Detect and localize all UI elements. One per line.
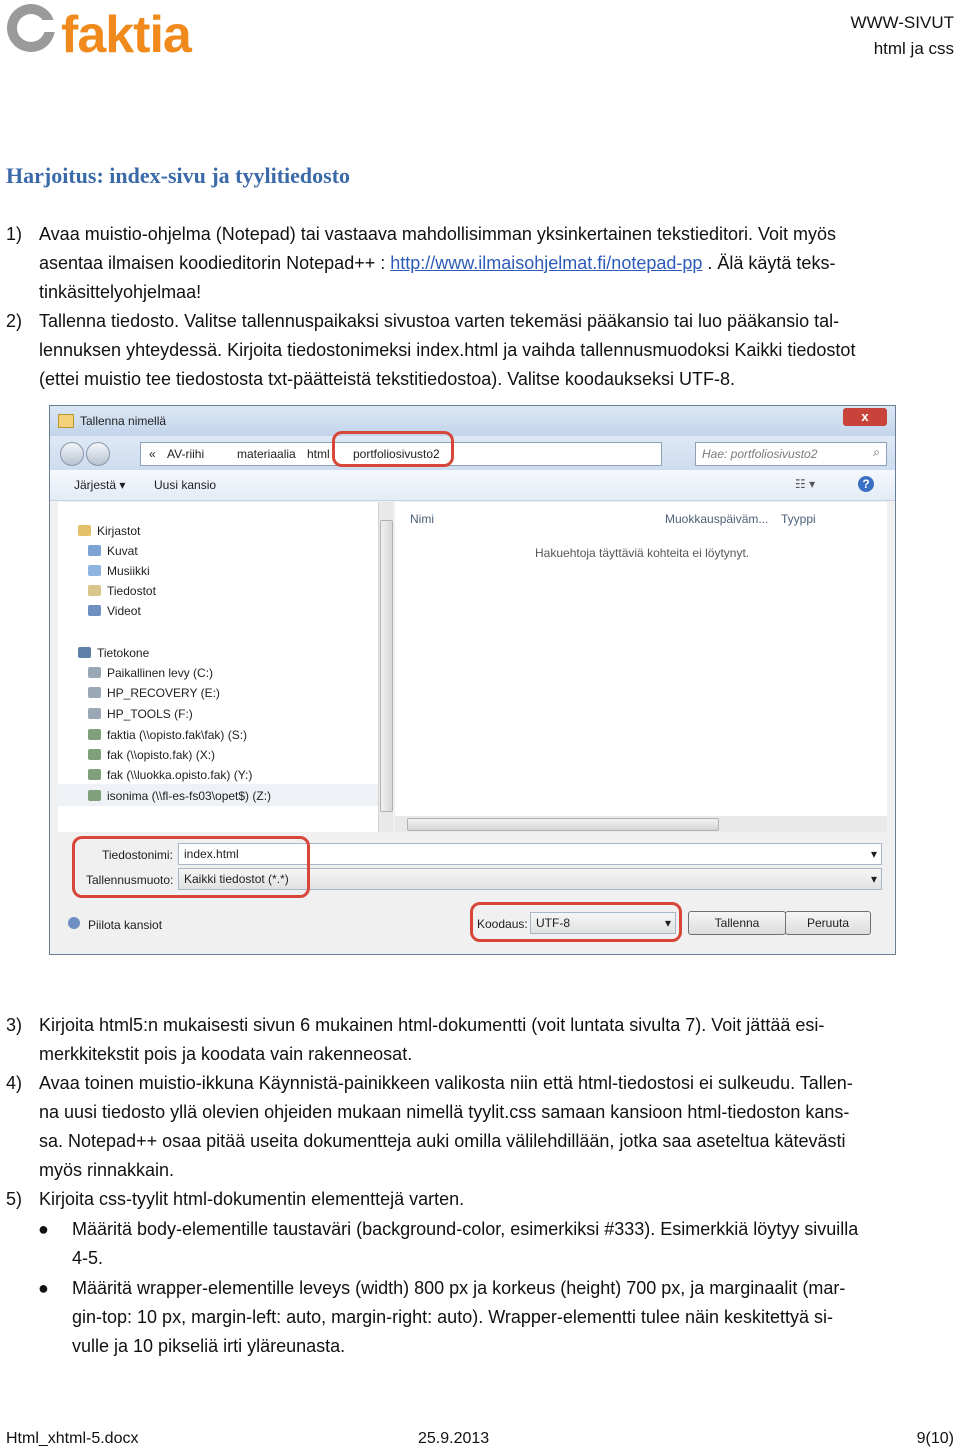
step-text-line: Kirjoita html5:n mukaisesti sivun 6 mukainen html-dokumentti (voit luntata sivulta 7). Voit jättää esi- [39, 1015, 825, 1035]
step-3 [0, 1011, 960, 1071]
dialog-toolbar [50, 470, 895, 501]
nav-label: Kirjastot [97, 524, 141, 538]
encoding-value: UTF-8 [536, 916, 570, 930]
highlight-encoding [470, 902, 682, 942]
nav-label: Musiikki [107, 564, 150, 578]
breadcrumb-item-current[interactable]: portfoliosivusto2 [353, 447, 440, 461]
notepad-icon [58, 414, 74, 428]
step-1 [0, 220, 960, 310]
view-options-icon[interactable]: ☷ ▾ [795, 477, 816, 491]
help-icon[interactable]: ? [858, 476, 874, 492]
step-text-line: tinkäsittelyohjelmaa! [39, 282, 202, 302]
nav-videos[interactable] [88, 604, 141, 618]
nav-scrollbar[interactable] [378, 502, 393, 832]
address-bar [50, 436, 895, 470]
step-number: 4) [6, 1073, 23, 1093]
filename-label: Tiedostonimi: [102, 848, 173, 862]
nav-label: Videot [107, 604, 141, 618]
nav-network-drive-selected[interactable] [58, 784, 378, 806]
bullet-text-line: vulle ja 10 pikseliä irti yläreunasta. [72, 1336, 346, 1356]
step-2 [0, 307, 960, 397]
save-as-dialog [49, 405, 896, 955]
breadcrumb-item[interactable]: AV-riihi [167, 447, 205, 461]
step-number: 2) [6, 311, 23, 331]
nav-drive[interactable] [88, 686, 220, 700]
step-text-line [39, 249, 919, 278]
step-text-line: sa. Notepad++ osaa pitää useita dokumentteja auki omilla välilehdillään, jotka saa aseteltua kätevästi [39, 1131, 846, 1151]
nav-libraries[interactable] [78, 524, 140, 538]
search-input[interactable] [695, 442, 887, 466]
cancel-button[interactable]: Peruuta [785, 911, 871, 935]
step-text-line: Tallenna tiedosto. Valitse tallennuspaikaksi sivustoa varten tekemäsi pääkansio tai luo pääkansio tal- [39, 311, 840, 331]
back-arrow-icon[interactable] [60, 442, 84, 466]
bullet-item [0, 1215, 960, 1275]
nav-label: faktia (\\opisto.fak\fak) (S:) [107, 728, 248, 742]
step-text-segment: . Älä käytä teks- [702, 253, 836, 273]
filetype-value: Kaikki tiedostot (*.*) [184, 872, 289, 886]
step-4 [0, 1069, 960, 1189]
nav-pictures[interactable] [88, 544, 138, 558]
bullet-item [0, 1274, 960, 1364]
dialog-titlebar [50, 406, 895, 436]
save-button[interactable]: Tallenna [688, 911, 786, 935]
step-text-line: Kirjoita css-tyylit html-dokumentin elementtejä varten. [39, 1189, 465, 1209]
nav-drive[interactable] [88, 666, 213, 680]
bullet-text-line: Määritä body-elementille taustaväri (background-color, esimerkiksi #333). Esimerkkiä löytyy sivuilla [72, 1219, 859, 1239]
dialog-title: Tallenna nimellä [80, 414, 167, 428]
network-drive-icon [88, 790, 101, 801]
document-header [850, 10, 954, 62]
collapse-icon[interactable] [68, 917, 80, 929]
empty-message: Hakuehtoja täyttäviä kohteita ei löytynyt. [535, 546, 750, 560]
nav-label: fak (\\luokka.opisto.fak) (Y:) [107, 768, 253, 782]
nav-computer[interactable] [78, 646, 149, 660]
step-number: 3) [6, 1015, 23, 1035]
step-number: 5) [6, 1189, 23, 1209]
nav-label: Tiedostot [107, 584, 156, 598]
music-icon [88, 565, 101, 576]
breadcrumb-item[interactable]: materiaalia [237, 447, 296, 461]
highlight-folder [332, 431, 454, 467]
step-number: 1) [6, 224, 23, 244]
nav-label: Tietokone [97, 646, 150, 660]
drive-icon [88, 708, 101, 719]
documents-icon [88, 585, 101, 596]
step-text-line: na uusi tiedosto yllä olevien ohjeiden mukaan nimellä tyylit.css samaan kansioon html-tiedoston kans- [39, 1102, 850, 1122]
encoding-label: Koodaus: [477, 917, 528, 931]
network-drive-icon [88, 769, 101, 780]
bullet-icon: ● [38, 1219, 49, 1239]
nav-label: HP_RECOVERY (E:) [107, 686, 220, 700]
nav-label: fak (\\opisto.fak) (X:) [107, 748, 216, 762]
chevron-down-icon[interactable]: ▾ [664, 916, 671, 930]
nav-documents[interactable] [88, 584, 156, 598]
header-subtitle: html ja css [873, 39, 954, 58]
footer-page-number: 9(10) [916, 1430, 954, 1447]
nav-network-drive[interactable] [88, 728, 247, 742]
computer-icon [78, 647, 91, 658]
filetype-label: Tallennusmuoto: [86, 873, 174, 887]
step-text-line: lennuksen yhteydessä. Kirjoita tiedostonimeksi index.html ja vaihda tallennusmuodoksi Kaikki tiedostot [39, 340, 856, 360]
pictures-icon [88, 545, 101, 556]
faktia-logo [3, 0, 225, 60]
notepad-pp-link[interactable]: http://www.ilmaisohjelmat.fi/notepad-pp [390, 253, 703, 273]
highlight-filename-type [72, 836, 310, 898]
logo-wordmark: faktia [61, 6, 191, 60]
search-placeholder: Hae: portfoliosivusto2 [702, 447, 818, 461]
network-drive-icon [88, 729, 101, 740]
scroll-thumb[interactable] [380, 520, 393, 812]
nav-label: Paikallinen levy (C:) [107, 666, 214, 680]
new-folder-button[interactable]: Uusi kansio [154, 478, 217, 492]
bullet-text-line: gin-top: 10 px, margin-left: auto, margin-right: auto). Wrapper-elementti tulee näin keskitettyä si- [72, 1307, 834, 1327]
scroll-thumb[interactable] [407, 818, 719, 831]
step-text-line: myös rinnakkain. [39, 1160, 175, 1180]
column-header-name[interactable]: Nimi [410, 512, 434, 526]
header-title: WWW-SIVUT [850, 13, 954, 32]
footer-date: 25.9.2013 [418, 1430, 490, 1447]
videos-icon [88, 605, 101, 616]
step-5 [0, 1185, 960, 1215]
file-list [395, 502, 887, 824]
breadcrumb-item[interactable]: html [307, 447, 330, 461]
close-button[interactable]: x [843, 408, 887, 426]
step-text-segment: asentaa ilmaisen koodieditorin Notepad++ : [39, 253, 391, 273]
network-drive-icon [88, 749, 101, 760]
nav-label: Kuvat [107, 544, 138, 558]
nav-network-drive[interactable] [88, 748, 215, 762]
bullet-icon: ● [38, 1278, 49, 1298]
step-text-line: Avaa muistio-ohjelma (Notepad) tai vastaava mahdollisimman yksinkertainen tekstieditori. Voit myös [39, 224, 837, 244]
drive-icon [88, 687, 101, 698]
step-text-line: (ettei muistio tee tiedostosta txt-päätteistä tekstitiedostoa). Valitse koodaukseksi UTF-8. [39, 369, 735, 389]
breadcrumb-overflow[interactable]: « [149, 447, 156, 461]
exercise-title: Harjoitus: index-sivu ja tyylitiedosto [6, 163, 351, 188]
step-text-line: Avaa toinen muistio-ikkuna Käynnistä-painikkeen valikosta niin että html-tiedostosi ei sulkeudu. Tallen- [39, 1073, 853, 1093]
hide-folders-button[interactable]: Piilota kansiot [88, 918, 163, 932]
column-header-date[interactable]: Muokkauspäiväm... [665, 512, 769, 526]
nav-network-drive[interactable] [88, 768, 252, 782]
drive-icon [88, 667, 101, 678]
navigation-pane [58, 502, 378, 832]
nav-music[interactable] [88, 564, 150, 578]
step-text-line: merkkitekstit pois ja koodata vain rakenneosat. [39, 1044, 413, 1064]
bullet-text-line: Määritä wrapper-elementille leveys (width) 800 px ja korkeus (height) 700 px, ja marginaalit (mar- [72, 1278, 846, 1298]
chevron-down-icon[interactable]: ▾ [870, 847, 877, 861]
filename-value: index.html [184, 847, 239, 861]
bullet-text-line: 4-5. [72, 1248, 104, 1268]
file-list-scrollbar[interactable] [395, 816, 887, 832]
library-icon [78, 525, 91, 536]
nav-label: HP_TOOLS (F:) [107, 707, 193, 721]
nav-label: isonima (\\fl-es-fs03\opet$) (Z:) [107, 789, 272, 803]
organize-menu[interactable]: Järjestä ▾ [74, 478, 126, 492]
forward-arrow-icon[interactable] [86, 442, 110, 466]
footer-filename: Html_xhtml-5.docx [6, 1430, 139, 1447]
search-icon: ⌕ [873, 445, 880, 459]
nav-drive[interactable] [88, 707, 193, 721]
chevron-down-icon[interactable]: ▾ [870, 872, 877, 886]
column-header-type[interactable]: Tyyppi [781, 512, 816, 526]
